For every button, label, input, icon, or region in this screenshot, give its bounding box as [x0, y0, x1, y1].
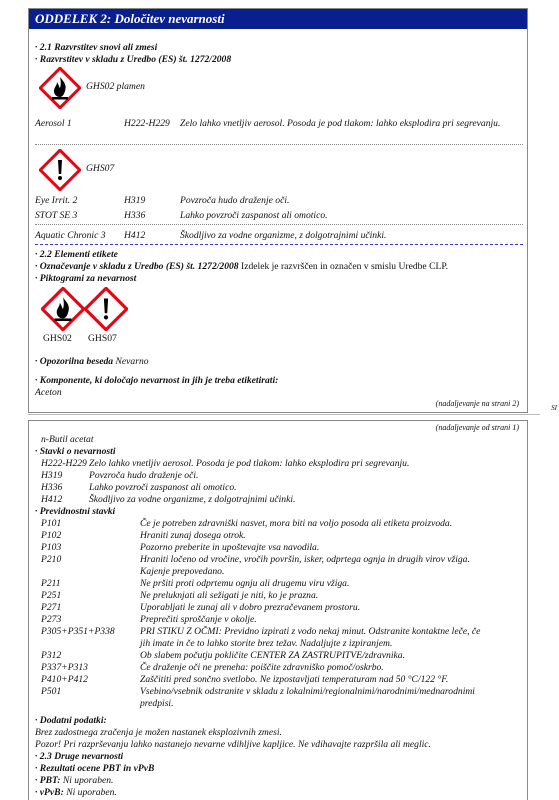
pbt-results-title: · Rezultati ocene PBT in vPvB	[35, 763, 155, 774]
hazard-code: H336	[41, 482, 63, 493]
stot-text: Lahko povzroči zaspanost ali omotico.	[180, 210, 328, 221]
pictogram-ghs02-label: GHS02	[43, 333, 72, 344]
precaution-code: P312	[41, 650, 62, 661]
precaution-code: P273	[41, 614, 62, 625]
precaution-text: Vsebino/vsebnik odstranite v skladu z lokalnimi/regionalnimi/narodnimi/mednarodnimi	[140, 686, 475, 697]
precaution-code: P251	[41, 590, 62, 601]
precaution-code: P211	[41, 578, 61, 589]
section-header	[29, 9, 527, 29]
hazard-text: Zelo lahko vnetljiv aerosol. Posoda je pod tlakom: lahko eksplodira pri segrevanju.	[89, 458, 410, 469]
labeling-title: · Označevanje v skladu z Uredbo (ES) št. 1272/2008	[35, 261, 239, 272]
section-title: ODDELEK 2: Določitev nevarnosti	[35, 11, 225, 26]
precaution-text: Pozorno preberite in upoštevajte vsa navodila.	[140, 542, 320, 553]
pbt-label: · PBT:	[35, 775, 61, 786]
precaution-text: Če je potreben zdravniški nasvet, mora biti na voljo posoda ali etiketa proizvoda.	[140, 518, 453, 529]
eye-code: H319	[124, 195, 146, 206]
aquatic-text: Škodljivo za vodne organizme, z dolgotrajnimi učinki.	[180, 230, 387, 241]
precaution-text-continued: Kajenje prepovedano.	[140, 566, 225, 577]
additional-info-2: Pozor! Pri razprševanju lahko nastanejo nevarne vdihljive kapljice. Ne vdihavajte razpršila ali meglic.	[35, 739, 431, 750]
precaution-code: P102	[41, 530, 62, 541]
hazard-text: Lahko povzroči zaspanost ali omotico.	[89, 482, 237, 493]
pictogram-ghs02-flame-icon	[41, 287, 85, 331]
language-code: SI	[551, 404, 557, 412]
precaution-code: P103	[41, 542, 62, 553]
vpvb-label: · vPvB:	[35, 787, 64, 798]
dotted-divider	[35, 144, 523, 145]
labeling-text: Izdelek je razvrščen in označen v smislu Uredbe CLP.	[241, 261, 449, 272]
ghs07-label: GHS07	[86, 163, 115, 174]
additional-info-title: · Dodatni podatki:	[35, 715, 107, 726]
precaution-text: Zaščititi pred sončno svetlobo. Ne izpostavljati temperaturam nad 50 °C/122 °F.	[140, 674, 449, 685]
aerosol-code: H222-H229	[124, 118, 170, 129]
precaution-text: Hraniti ločeno od vročine, vročih površin, isker, odprtega ognja in drugih virov vžiga.	[140, 554, 470, 565]
page-separator	[28, 414, 540, 415]
dashed-divider	[35, 244, 523, 245]
precaution-text: Ob slabem počutju pokličite CENTER ZA ZASTRUPITVE/zdravnika.	[140, 650, 405, 661]
aerosol-text: Zelo lahko vnetljiv aerosol. Posoda je pod tlakom: lahko eksplodira pri segrevanju.	[180, 118, 501, 129]
pbt-line	[35, 775, 113, 787]
signal-word-title: · Opozorilna beseda	[35, 356, 114, 367]
precaution-text: Hraniti zunaj dosega otrok.	[140, 530, 246, 541]
hazard-text: Škodljivo za vodne organizme, z dolgotrajnimi učinki.	[89, 494, 296, 505]
ghs07-exclamation-icon	[39, 149, 81, 191]
continued-note: (nadaljevanje na strani 2)	[435, 399, 519, 408]
pictograms-title: · Piktogrami za nevarnost	[35, 273, 137, 284]
precaution-code: P501	[41, 686, 62, 697]
stot-code: H336	[124, 210, 146, 221]
eye-text: Povzroča hudo draženje oči.	[180, 195, 290, 206]
precaution-text-continued: predpisi.	[140, 698, 174, 709]
precaution-text: Ne preluknjati ali sežigati je niti, ko je prazna.	[140, 590, 319, 601]
precaution-text: Ne pršiti proti odprtemu ognju ali drugemu viru vžiga.	[140, 578, 350, 589]
aquatic-cat: Aquatic Chronic 3	[35, 230, 106, 241]
precaution-text: Uporabljati le zunaj ali v dobro prezračevanem prostoru.	[140, 602, 361, 613]
aquatic-code: H412	[124, 230, 146, 241]
stot-cat: STOT SE 3	[35, 210, 78, 221]
hazard-code: H222-H229	[41, 458, 87, 469]
pictogram-ghs07-label: GHS07	[88, 333, 117, 344]
hazard-code: H412	[41, 494, 63, 505]
vpvb-value: Ni uporaben.	[66, 787, 117, 798]
pbt-value: Ni uporaben.	[62, 775, 114, 786]
dotted-divider	[35, 224, 523, 225]
ghs02-label: GHS02 plamen	[86, 81, 145, 92]
precaution-code: P337+P313	[41, 662, 88, 673]
ghs02-flame-icon	[39, 67, 81, 109]
precaution-code: P305+P351+P338	[41, 626, 115, 637]
additional-info-1: Brez zadostnega zračenja je možen nastanek eksplozivnih zmesi.	[35, 727, 282, 738]
other-hazards-title: · 2.3 Druge nevarnosti	[35, 751, 124, 762]
hazard-code: H319	[41, 470, 63, 481]
continued-from-note: (nadaljevanje od strani 1)	[435, 423, 519, 432]
hazard-text: Povzroča hudo draženje oči.	[89, 470, 199, 481]
precaution-code: P271	[41, 602, 62, 613]
aerosol-cat: Aerosol 1	[35, 118, 72, 129]
precaution-code: P101	[41, 518, 62, 529]
precaution-text: Če draženje oči ne preneha: poiščite zdravniško pomoč/oskrbo.	[140, 662, 384, 673]
pictogram-ghs07-exclamation-icon	[84, 287, 128, 331]
hazard-statements-title: · Stavki o nevarnosti	[35, 446, 116, 457]
precaution-text-continued: jih imate in če to lahko storite brez težav. Nadaljujte z izpiranjem.	[140, 638, 393, 649]
component-aceton: Aceton	[35, 387, 62, 398]
s22-title: · 2.2 Elementi etikete	[35, 249, 118, 260]
components-title: · Komponente, ki določajo nevarnost in jih je treba etiketirati:	[35, 375, 279, 386]
sds-page-1	[28, 8, 528, 413]
precaution-code: P210	[41, 554, 62, 565]
signal-word-value: Nevarno	[115, 356, 149, 367]
precaution-text: PRI STIKU Z OČMI: Previdno izpirati z vodo nekaj minut. Odstranite kontaktne leče, če	[140, 626, 481, 637]
precaution-code: P410+P412	[41, 674, 88, 685]
precaution-text: Preprečiti sproščanje v okolje.	[140, 614, 257, 625]
precautionary-statements-title: · Previdnostni stavki	[35, 506, 116, 517]
labeling-line	[35, 261, 448, 273]
s21-subtitle: · Razvrstitev v skladu z Uredbo (ES) št. 1272/2008	[35, 54, 232, 65]
eye-cat: Eye Irrit. 2	[35, 195, 78, 206]
sds-page-2	[28, 420, 528, 800]
s21-title: · 2.1 Razvrstitev snovi ali zmesi	[35, 42, 158, 53]
component-n-butil-acetat: n-Butil acetat	[41, 434, 94, 445]
signal-word-line	[35, 356, 149, 368]
vpvb-line	[35, 787, 117, 799]
